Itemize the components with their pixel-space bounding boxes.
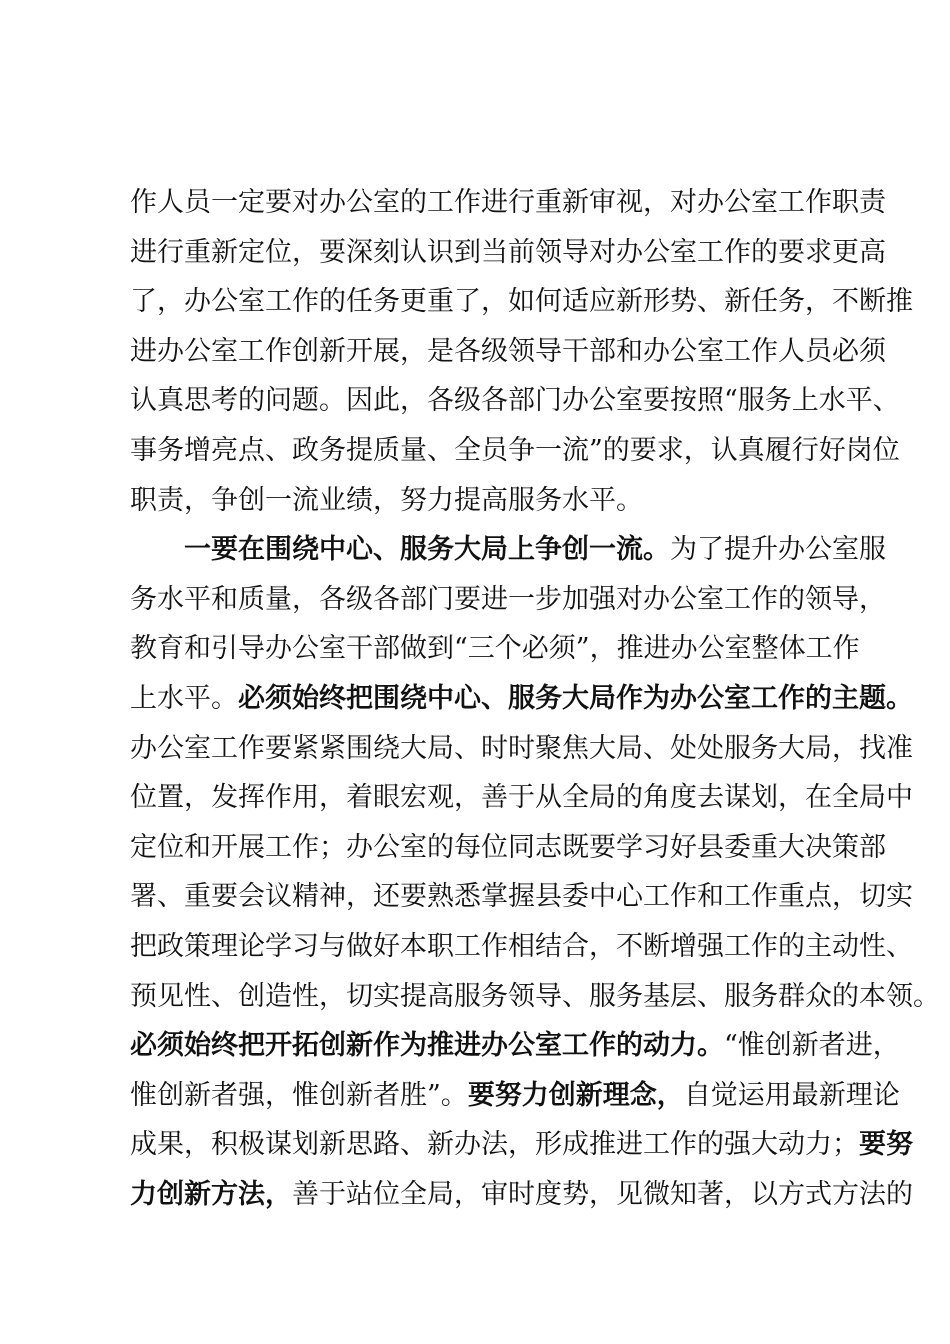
text-run: 务水平和质量，各级各部门要进一步加强对办公室工作的领导， [130, 583, 886, 615]
text-run: 定位和开展工作；办公室的每位同志既要学习好县委重大决策部 [130, 831, 886, 863]
text-run: 了，办公室工作的任务更重了，如何适应新形势、新任务，不断推 [130, 286, 913, 318]
document-body [130, 178, 940, 1219]
text-run: 位置，发挥作用，着眼宏观，善于从全局的角度去谋划，在全局中 [130, 782, 913, 814]
text-run: 自觉运用最新理论 [683, 1079, 900, 1111]
text-line [130, 972, 940, 1022]
bold-text-run: 一要在围绕中心、服务大局上争创一流。 [184, 534, 670, 566]
text-run: 署、重要会议精神，还要熟悉掌握县委中心工作和工作重点，切实 [130, 881, 913, 913]
text-line [130, 525, 886, 575]
text-line [130, 228, 886, 278]
text-run: 善于站位全局，审时度势，见微知著，以方式方法的 [292, 1178, 913, 1210]
text-run: 事务增亮点、政务提质量、全员争一流”的要求，认真履行好岗位 [130, 434, 900, 466]
text-line [130, 1170, 913, 1220]
text-run: 办公室工作要紧紧围绕大局、时时聚焦大局、处处服务大局，找准 [130, 732, 913, 764]
text-run: 教育和引导办公室干部做到“三个必须”，推进办公室整体工作 [130, 633, 860, 665]
text-line [130, 277, 913, 327]
text-line [130, 178, 886, 228]
bold-text-run: 必须始终把开拓创新作为推进办公室工作的动力。 [130, 1030, 724, 1062]
text-run: 成果，积极谋划新思路、新办法，形成推进工作的强大动力； [130, 1129, 859, 1161]
text-run: 作人员一定要对办公室的工作进行重新审视，对办公室工作职责 [130, 187, 886, 218]
bold-text-run: 要努 [859, 1129, 913, 1161]
text-line [130, 426, 900, 476]
text-line [130, 1021, 900, 1071]
text-run: 进办公室工作创新开展，是各级领导干部和办公室工作人员必须 [130, 335, 886, 367]
text-run: 认真思考的问题。因此，各级各部门办公室要按照“服务上水平、 [130, 385, 900, 417]
bold-text-run: 必须始终把围绕中心、服务大局作为办公室工作的主题。 [238, 682, 913, 714]
text-run: 为了提升办公室服 [670, 534, 886, 566]
text-line [130, 773, 913, 823]
text-line [130, 476, 840, 526]
text-line [130, 575, 886, 625]
text-line [130, 724, 913, 774]
text-run: 预见性、创造性，切实提高服务领导、服务基层、服务群众的本领。 [130, 980, 940, 1012]
text-line [130, 327, 886, 377]
bold-text-run: 要努力创新理念， [467, 1079, 684, 1111]
text-line [130, 674, 913, 724]
text-run: 进行重新定位，要深刻认识到当前领导对办公室工作的要求更高 [130, 236, 886, 268]
text-line [130, 922, 913, 972]
text-run: 上水平。 [130, 682, 238, 714]
text-line [130, 823, 886, 873]
text-line [130, 376, 900, 426]
text-run: 惟创新者强，惟创新者胜”。 [130, 1079, 468, 1111]
text-run: “惟创新者进， [724, 1030, 900, 1062]
text-run: 把政策理论学习与做好本职工作相结合，不断增强工作的主动性、 [130, 930, 913, 962]
text-line [130, 1071, 900, 1121]
text-line [130, 872, 913, 922]
text-line [130, 624, 860, 674]
text-line [130, 1120, 913, 1170]
text-run: 职责，争创一流业绩，努力提高服务水平。 [130, 484, 643, 516]
bold-text-run: 力创新方法， [130, 1178, 292, 1210]
